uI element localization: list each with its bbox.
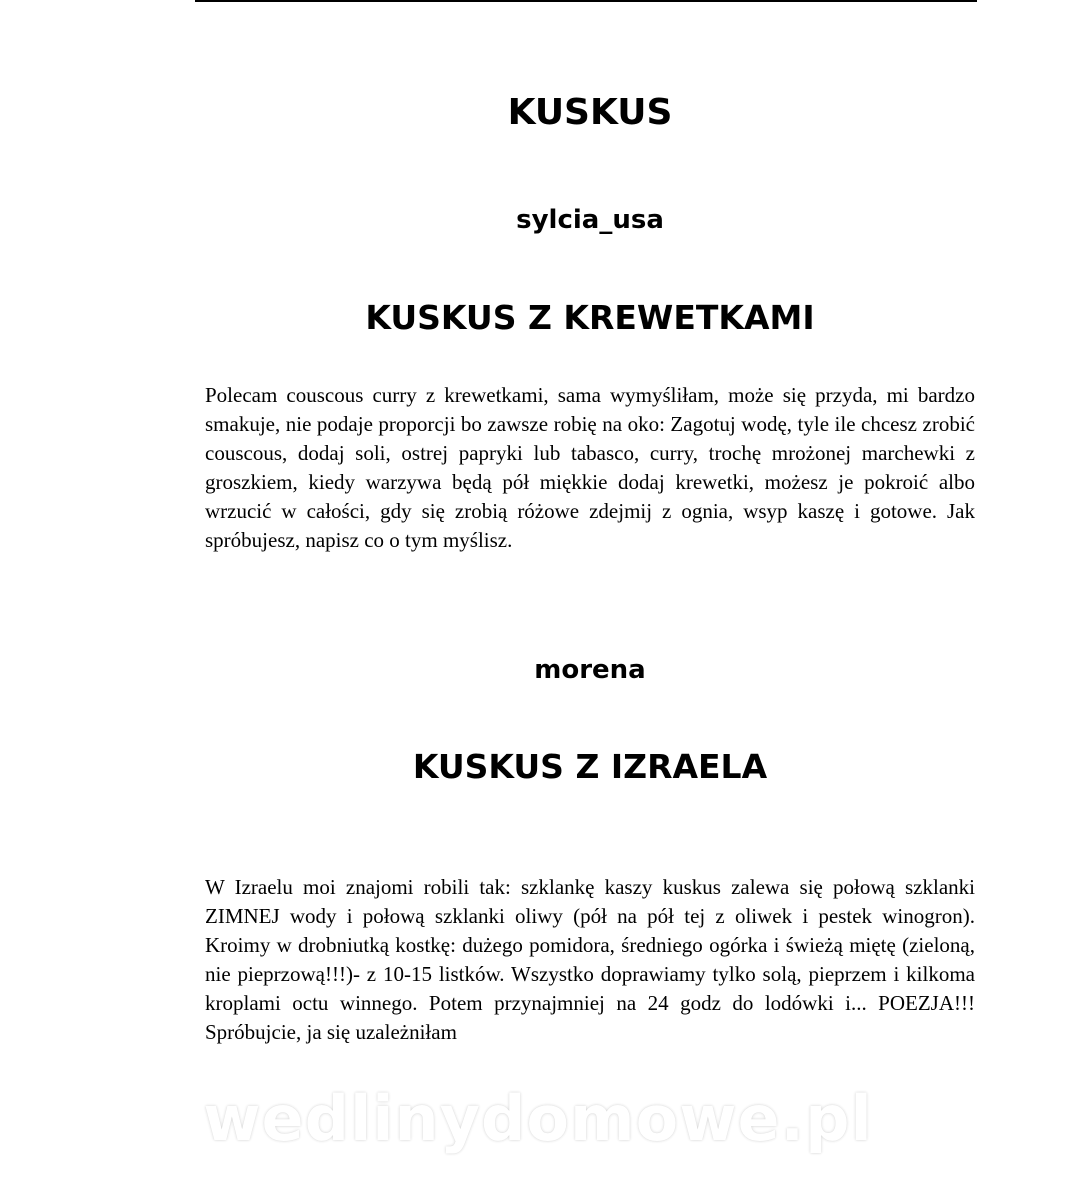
section-2-body: W Izraelu moi znajomi robili tak: szklankę kaszy kuskus zalewa się połową szklanki ZIMNEJ wody i połową szklanki oliwy (pół na pół tej z oliwek i pestek winogron). Kroimy w drobniutką kostkę: dużego pomidora, średniego ogórka i świeżą miętę (zieloną, nie pieprzową!!!)- z 10-15 listków. Wszystko doprawiamy tylko solą, pieprzem i kilkoma kroplami octu winnego. Potem przynajmniej na 24 godz do lodówki i... POEZJA!!! Spróbujcie, ja się uzależniłam <box>205 875 975 1044</box>
section-2-author: morena <box>534 655 646 685</box>
section-1-author: sylcia_usa <box>516 205 664 235</box>
page-title: KUSKUS <box>507 92 673 133</box>
top-divider <box>195 0 977 2</box>
section-2-title: KUSKUS Z IZRAELA <box>412 747 768 786</box>
watermark: wedlinydomowe.pl <box>203 1082 873 1155</box>
section-1-title: KUSKUS Z KREWETKAMI <box>365 298 815 337</box>
section-1-body: Polecam couscous curry z krewetkami, sama wymyśliłam, może się przyda, mi bardzo smakuje, nie podaje proporcji bo zawsze robię na oko: Zagotuj wodę, tyle ile chcesz zrobić couscous, dodaj soli, ostrej papryki lub tabasco, curry, trochę mrożonej marchewki z groszkiem, kiedy warzywa będą pół miękkie dodaj krewetki, możesz je pokroić albo wrzucić w całości, gdy się zrobią różowe zdejmij z ognia, wsyp kaszę i gotowe. Jak spróbujesz, napisz co o tym myślisz. <box>205 383 975 552</box>
